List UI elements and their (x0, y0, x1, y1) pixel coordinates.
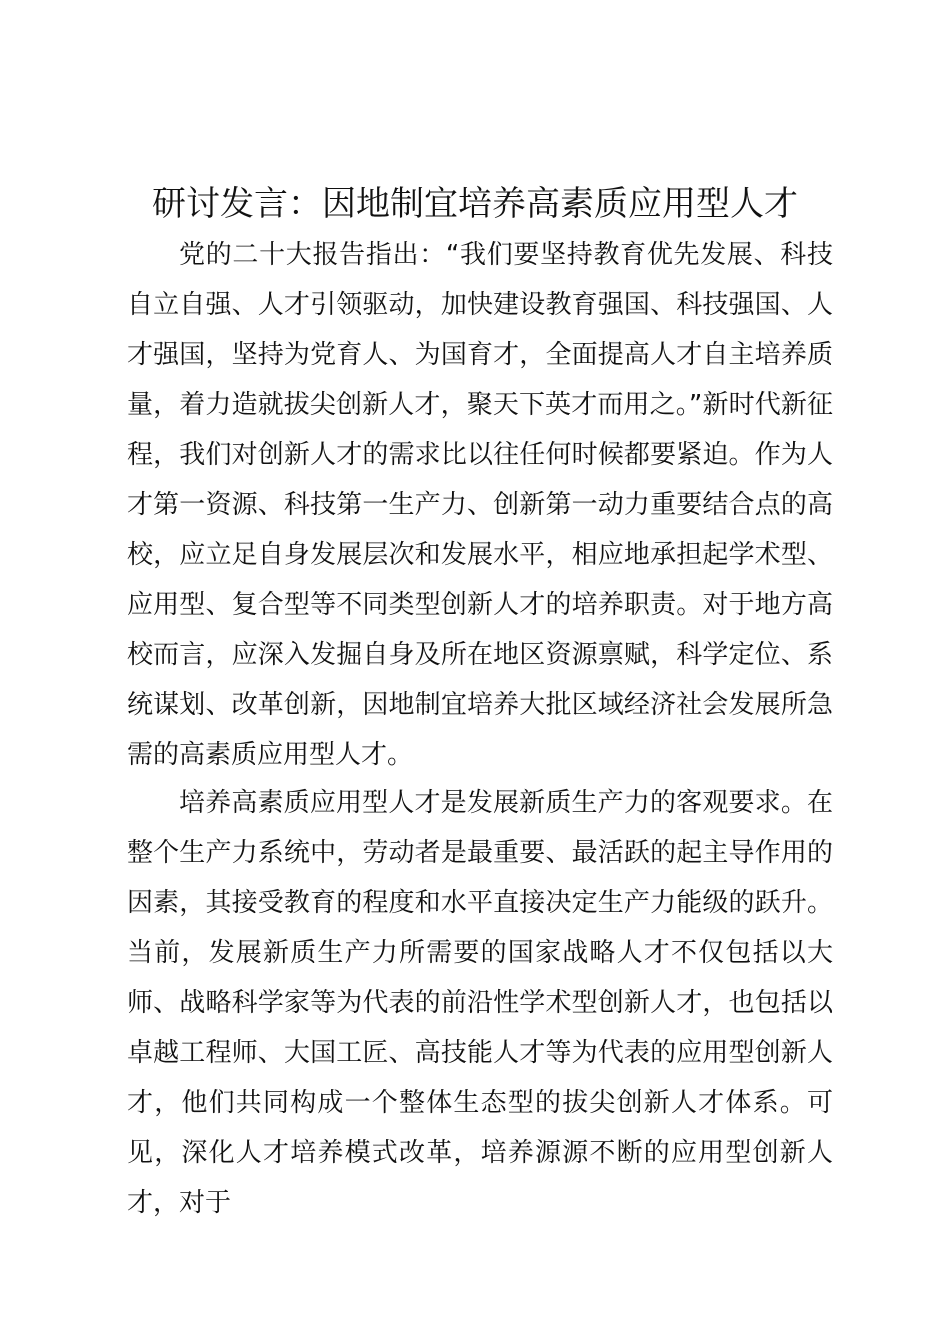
paragraph-1: 党的二十大报告指出：“我们要坚持教育优先发展、科技自立自强、人才引领驱动，加快建设教育强国、科技强国、人才强国，坚持为党育人、为国育才，全面提高人才自主培养质量，着力造就拔尖创新人才，聚天下英才而用之。”新时代新征程，我们对创新人才的需求比以往任何时候都要紧迫。作为人才第一资源、科技第一生产力、创新第一动力重要结合点的高校，应立足自身发展层次和发展水平，相应地承担起学术型、应用型、复合型等不同类型创新人才的培养职责。对于地方高校而言，应深入发掘自身及所在地区资源禀赋，科学定位、系统谋划、改革创新，因地制宜培养大批区域经济社会发展所急需的高素质应用型人才。 (127, 240, 833, 770)
document-title: 研讨发言：因地制宜培养高素质应用型人才 (152, 184, 798, 224)
paragraph-2: 培养高素质应用型人才是发展新质生产力的客观要求。在整个生产力系统中，劳动者是最重要、最活跃的起主导作用的因素，其接受教育的程度和水平直接决定生产力能级的跃升。当前，发展新质生产力所需要的国家战略人才不仅包括以大师、战略科学家等为代表的前沿性学术型创新人才，也包括以卓越工程师、大国工匠、高技能人才等为代表的应用型创新人才，他们共同构成一个整体生态型的拔尖创新人才体系。可见，深化人才培养模式改革，培养源源不断的应用型创新人才，对于 (127, 788, 833, 1218)
